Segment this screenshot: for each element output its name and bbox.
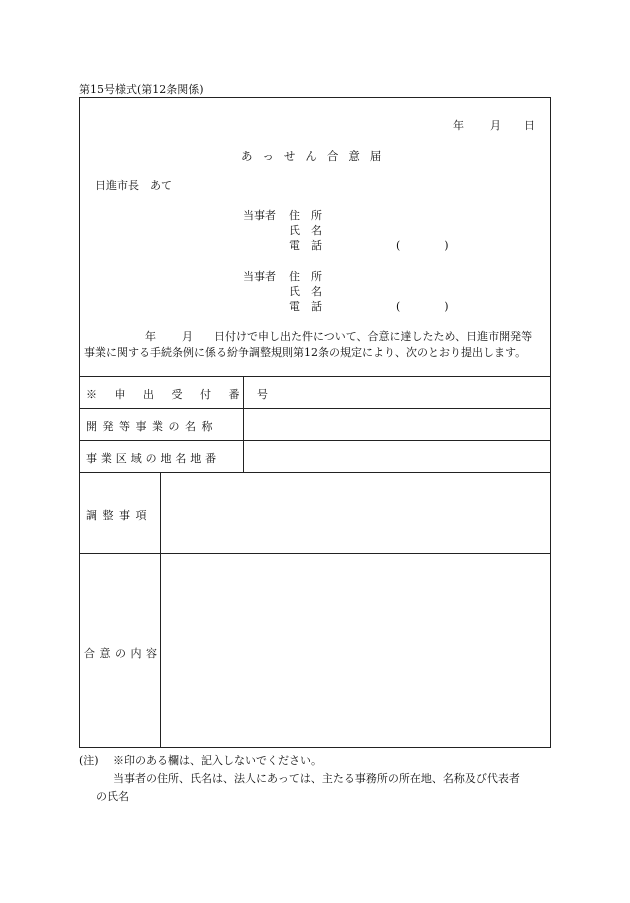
project-name-label: 開 発 等 事 業 の 名 称 [86,420,214,433]
document-title: あっせん合意届 [241,149,392,163]
party2-name-label: 氏 名 [289,285,322,298]
site-location-label: 事 業 区 域 の 地 名 地 番 [86,452,217,465]
date-year: 年 [453,119,464,132]
party1-address-label: 住 所 [289,209,322,222]
form-number: 第15号様式(第12条関係) [79,83,204,96]
adjustment-label: 調 整 事 項 [86,509,148,522]
addressee: 日進市長 あて [95,179,172,192]
party1-name-label: 氏 名 [289,224,322,237]
party2-phone-label: 電 話 [289,300,322,313]
party2-heading: 当事者 [243,270,276,283]
statement-year: 年 [145,330,156,343]
agreement-label: 合 意 の 内 容 [84,647,158,660]
statement-month: 月 [182,330,193,343]
party2-phone-paren: ( ) [396,300,449,313]
party1-phone-paren: ( ) [396,239,449,252]
statement-line2: 事業に関する手続条例に係る紛争調整規則第12条の規定により、次のとおり提出します。 [84,346,527,359]
note-2-line2: の氏名 [96,790,129,803]
party1-heading: 当事者 [243,209,276,222]
agreement-field[interactable] [161,554,550,747]
receipt-number-field[interactable] [244,377,550,407]
date-month: 月 [490,119,501,132]
site-location-field[interactable] [244,441,550,471]
date-day: 日 [524,119,535,132]
party1-phone-label: 電 話 [289,239,322,252]
project-name-field[interactable] [244,409,550,439]
note-1: ※印のある欄は、記入しないでください。 [113,754,322,767]
party2-address-label: 住 所 [289,270,322,283]
note-label: (注) [79,754,99,767]
note-2-line1: 当事者の住所、氏名は、法人にあっては、主たる事務所の所在地、名称及び代表者 [113,772,520,785]
receipt-number-label: ※ 申 出 受 付 番 号 [86,388,275,401]
adjustment-field[interactable] [161,473,550,552]
statement-line1: 日付けで申し出た件について、合意に達したため、日進市開発等 [214,330,533,343]
